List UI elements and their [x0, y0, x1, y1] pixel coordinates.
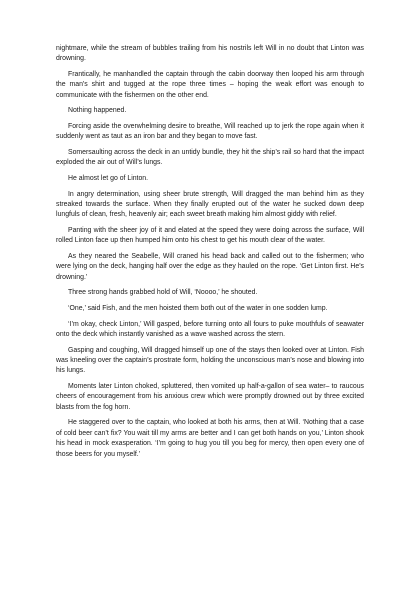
paragraph: Somersaulting across the deck in an untidy bundle, they hit the ship’s rail so hard that the impact exploded the air out of Will’s lungs. — [56, 149, 364, 167]
paragraph: Gasping and coughing, Will dragged himself up one of the stays then looked over at Linton. Fish was kneeling over the captain’s prostrate form, holding the unconscious man’s nose and blowing into his lungs. — [56, 346, 364, 375]
paragraph: Moments later Linton choked, spluttered, then vomited up half-a-gallon of sea water– to raucous cheers of encouragement from his anxious crew which were promptly drowned out by three excited blasts from the fog horn. — [56, 383, 364, 411]
paragraph: He almost let go of Linton. — [68, 175, 149, 182]
paragraph: He staggered over to the captain, who looked at both his arms, then at Will. ‘Nothing that a case of cold beer can’t fix? You wait till my arms are better and I can get both hands on you,’ Linton shook his head in mock exasperation. ‘I’m going to hug you till you beg for mercy, then open every one of those beers for you myself.’ — [56, 419, 364, 458]
paragraph: Frantically, he manhandled the captain through the cabin doorway then looped his arm through the man’s shirt and tugged at the rope three times – hoping the weak effort was enough to communicate with the fishermen on the other end. — [56, 71, 364, 99]
paragraph: In angry determination, using sheer brute strength, Will dragged the man behind him as they streaked towards the surface. When they finally erupted out of the water he sucked down deep lungfuls of clean, fresh, heavenly air; each sweet breath making him almost giddy with relief. — [56, 190, 364, 219]
paragraph: Nothing happened. — [68, 107, 127, 115]
paragraph: ‘One,’ said Fish, and the men hoisted them both out of the water in one sodden lump. — [68, 305, 328, 312]
paragraph: ‘I’m okay, check Linton,’ Will gasped, before turning onto all fours to puke mouthfuls of seawater onto the deck which instantly vanished as a wave washed across the stern. — [56, 320, 364, 338]
paragraph: nightmare, while the stream of bubbles trailing from his nostrils left Will in no doubt that Linton was drowning. — [56, 45, 364, 63]
paragraph: Forcing aside the overwhelming desire to breathe, Will reached up to jerk the rope again when it suddenly went as taut as an iron bar and they began to move fast. — [56, 123, 364, 141]
paragraph: Three strong hands grabbed hold of Will, ‘Noooo,’ he shouted. — [68, 289, 258, 297]
paragraph: As they neared the Seabelle, Will craned his head back and called out to the fishermen; who were lying on the deck, hanging half over the edge as they hauled on the rope. ‘Get Linton first. He’s drowning.’ — [56, 253, 364, 281]
paragraph: Panting with the sheer joy of it and elated at the speed they were doing across the surface, Will rolled Linton face up then humped him onto his chest to get his mouth clear of the water. — [56, 227, 364, 245]
